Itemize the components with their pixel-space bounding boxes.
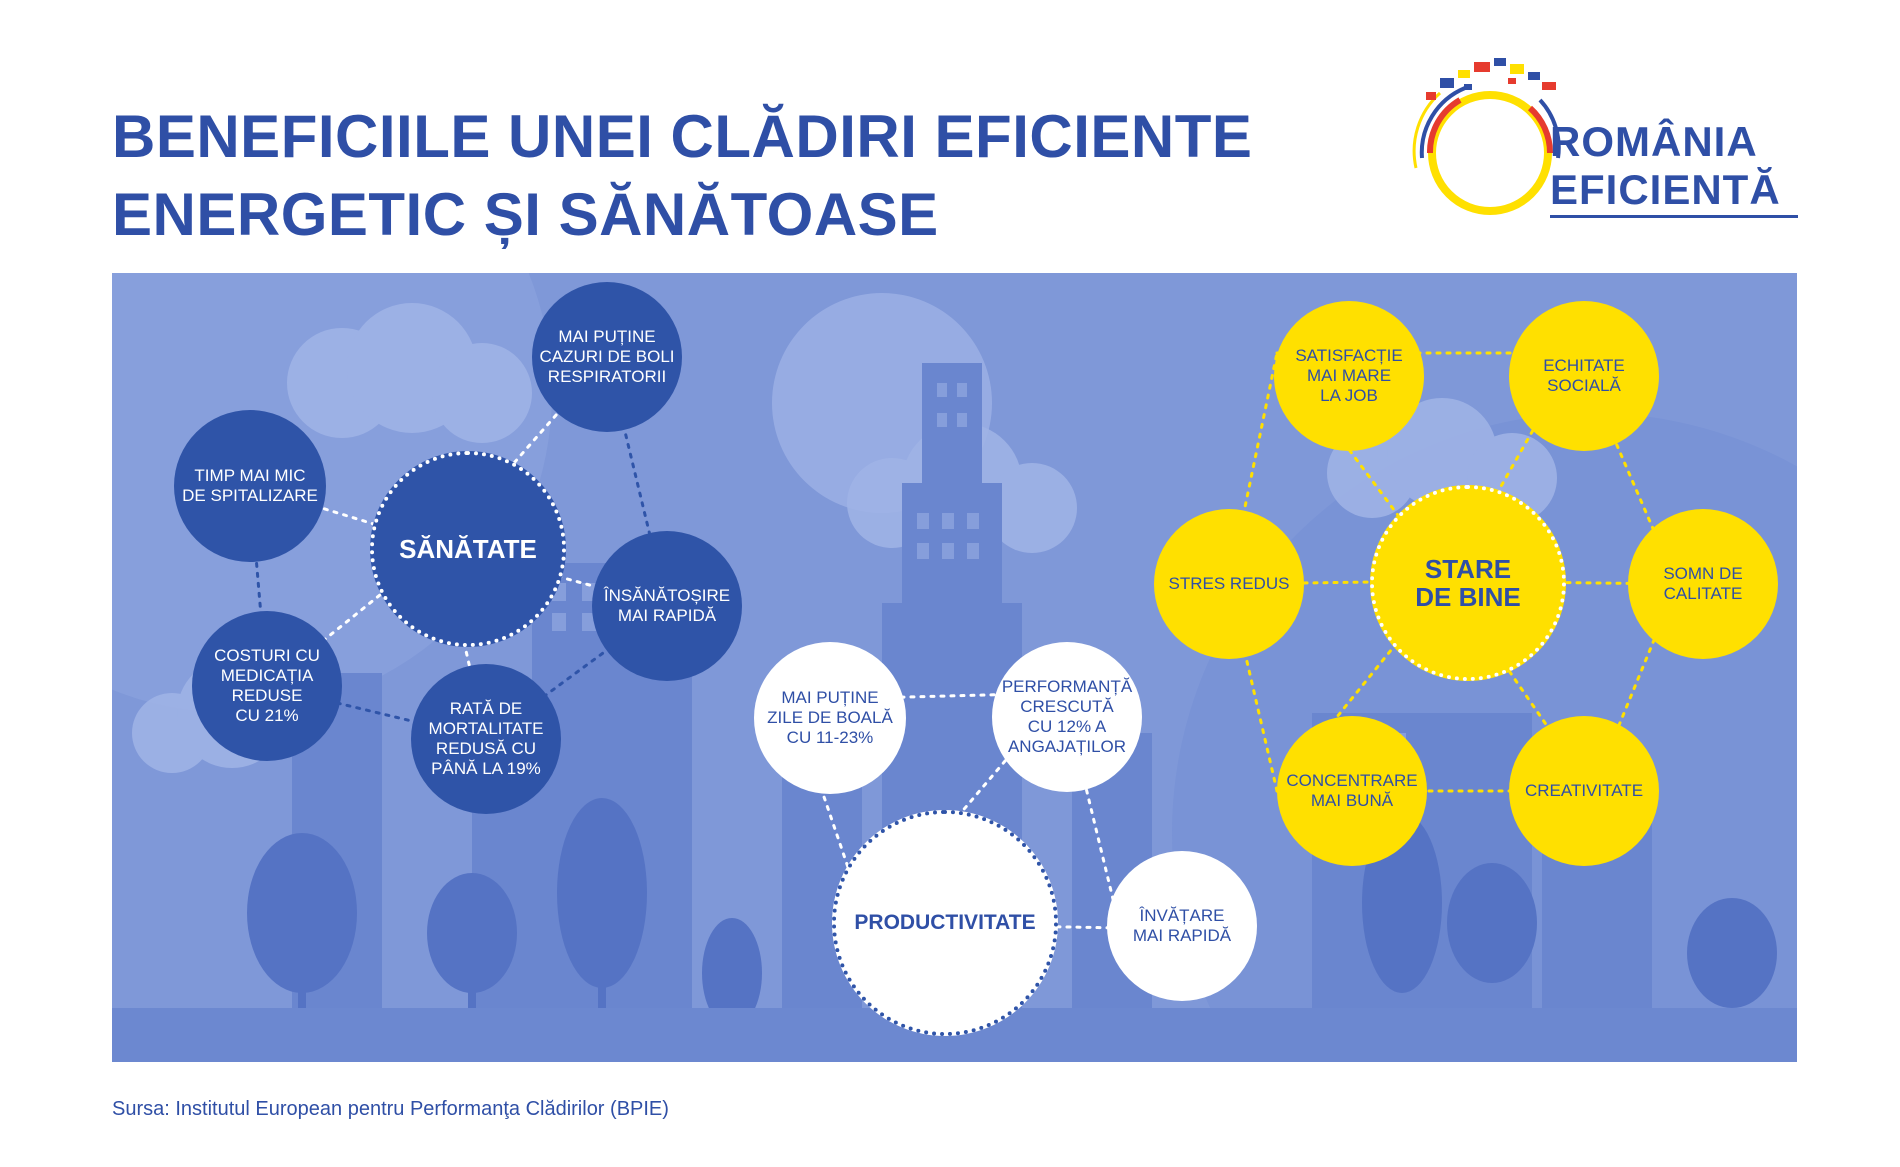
wellbeing-center-label: STARE DE BINE (1415, 554, 1521, 612)
wellbeing-center-node (1370, 485, 1566, 681)
health-node-mortality-label: RATĂ DE MORTALITATE REDUSĂ CU PÂNĂ LA 19% (428, 699, 544, 778)
wellbeing-node-job-satisfaction-label: SATISFACȚIE MAI MARE LA JOB (1295, 346, 1403, 405)
wellbeing-node-job-satisfaction (1274, 301, 1424, 451)
health-node-respiratory-label: MAI PUȚINE CAZURI DE BOLI RESPIRATORII (539, 327, 675, 386)
wellbeing-node-stress (1154, 509, 1304, 659)
wellbeing-node-sleep-label: SOMN DE CALITATE (1663, 564, 1743, 603)
health-node-recovery-label: ÎNSĂNĂTOȘIRE MAI RAPIDĂ (603, 586, 731, 625)
health-node-recovery (592, 531, 742, 681)
productivity-node-learning-label: ÎNVĂȚARE MAI RAPIDĂ (1132, 906, 1232, 945)
logo-line-1: ROMÂNIA (1550, 118, 1758, 165)
title-line-1: BENEFICIILE UNEI CLĂDIRI EFICIENTE (112, 103, 1253, 170)
logo-text (1550, 118, 1781, 214)
productivity-node-learning (1107, 851, 1257, 1001)
productivity-center-label: PRODUCTIVITATE (854, 911, 1036, 934)
logo-line-2: EFICIENTĂ (1550, 166, 1781, 213)
infographic-scene (112, 273, 1797, 1062)
health-node-respiratory (532, 282, 682, 432)
source-note: Sursa: Institutul European pentru Performanţa Clădirilor (BPIE) (112, 1098, 669, 1120)
productivity-node-sick-days (754, 642, 906, 794)
page-title (112, 98, 1252, 254)
health-node-hospitalization (174, 410, 326, 562)
productivity-node-sick-days-label: MAI PUȚINE ZILE DE BOALĂ CU 11-23% (767, 688, 893, 747)
wellbeing-node-social-equity-label: ECHITATE SOCIALĂ (1543, 356, 1625, 395)
health-node-mortality (411, 664, 561, 814)
health-center-node (370, 451, 566, 647)
productivity-node-performance-label: PERFORMANȚĂ CRESCUTĂ CU 12% A ANGAJAȚILOR (1001, 677, 1133, 756)
productivity-node-performance (992, 642, 1142, 792)
wellbeing-node-concentration-label: CONCENTRARE MAI BUNĂ (1286, 771, 1418, 810)
health-node-medication-label: COSTURI CU MEDICAȚIA REDUSE CU 21% (214, 646, 320, 725)
health-node-hospitalization-label: TIMP MAI MIC DE SPITALIZARE (182, 466, 318, 505)
title-line-2: ENERGETIC ȘI SĂNĂTOASE (112, 181, 939, 248)
logo-underline (1550, 215, 1798, 218)
health-center-label: SĂNĂTATE (399, 534, 537, 564)
wellbeing-node-sleep (1628, 509, 1778, 659)
productivity-center-node (832, 810, 1058, 1036)
wellbeing-node-concentration (1277, 716, 1427, 866)
health-node-medication (192, 611, 342, 761)
wellbeing-node-creativity-label: CREATIVITATE (1524, 781, 1644, 800)
wellbeing-node-creativity (1509, 716, 1659, 866)
wellbeing-node-social-equity (1509, 301, 1659, 451)
wellbeing-node-stress-label: STRES REDUS (1168, 574, 1290, 593)
